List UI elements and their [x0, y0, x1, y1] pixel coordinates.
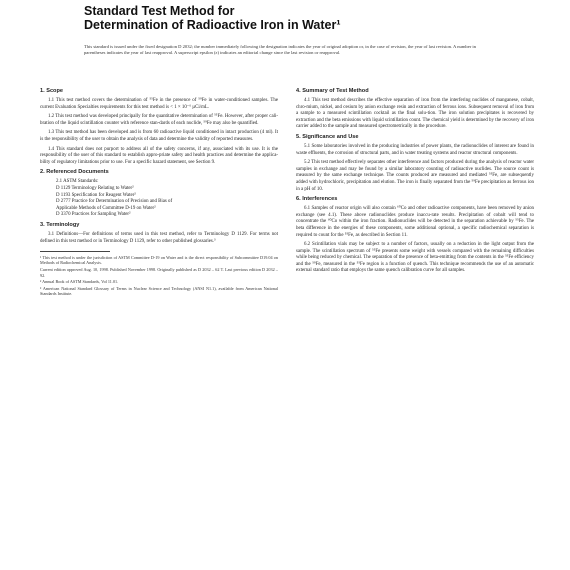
- paragraph: 6.1 Samples of reactor origin will also contain ⁶⁰Co and other radioactive components, have been removed by anion exchange (see 4.1). These above radionuclides produce inaccu-rate results. Precipitation of cobalt will tend to concentrate the ⁶⁰Co within the iron fraction. Radionuclides will be detected in the separation achievable by ⁵⁵Fe. The beta difference in the energies of these components, some additional optional, a specific radiochemical separation is required to count for the ⁵⁵Fe, as described in Section 11.: [296, 206, 534, 238]
- list-item: Applicable Methods of Committee D-19 on Water²: [56, 205, 156, 211]
- section-significance: [296, 134, 534, 193]
- section-referenced-documents: [40, 169, 278, 219]
- paragraph: 6.2 Scintillation vials may be subject to a number of factors, usually on a reduction in the light output from the sample. The scintillation spectrum of ⁵⁵Fe presents some weight with vessels compared with the remaining difficulties while being reduced by chemical. The separation of the presence of beta-emitting from the contents in the ⁵⁵Fe efficiency and the ⁵⁹Fe, measured in the ⁵⁵Fe region is a function of quench. This technique recommends the use of an automatic external standard ratio that employs the same quench calibration curve for all samples.: [296, 242, 534, 274]
- paragraph: 1.2 This test method was developed principally for the quantitative determination of ⁵⁵Fe. However, after proper cali-bration of the liquid scintillation counter with reference stan-dards of each nuclide, ⁵⁹Fe may also be quantified.: [40, 114, 278, 126]
- section-summary: [296, 88, 534, 131]
- document-header: [84, 4, 514, 32]
- right-column: [296, 88, 534, 278]
- section-terminology: [40, 222, 278, 245]
- left-column: [40, 88, 278, 298]
- paragraph: 5.2 This test method effectively separates other interference and factors produced during the analysis of reactor water samples in exchange and may be found by a similar laboratory counting of radioactive nuclides. The source count is measured by the same exchange technique. The counts produced are measured and mediated ⁵⁵Fe, are subsequently added with hydrochloric, precipitation and elution. The iron is finally separated from the ⁵⁹Fe precipitation as ferrous ion in a pH of 10.: [296, 160, 534, 192]
- list-item: D 3370 Practices for Sampling Water²: [56, 212, 131, 218]
- section-interferences: [296, 196, 534, 275]
- footnote: ¹ This test method is under the jurisdiction of ASTM Committee D-19 on Water and is the direct responsibility of Subcommittee D19.04 on Methods of Radiochemical Analysis.: [40, 254, 278, 266]
- footnote-divider: [40, 251, 110, 252]
- section-heading: 3. Terminology: [40, 221, 80, 228]
- paragraph: 3.1 Definitions—For definitions of terms used in this test method, refer to Terminology D 1129. For terms not defined in this test method or in Terminology D 1129, refer to other published glossaries.³: [40, 231, 278, 244]
- section-heading: 1. Scope: [40, 88, 64, 94]
- list-item: D 1129 Terminology Relating to Water²: [56, 185, 134, 191]
- list-item: D 2777 Practice for Determination of Precision and Bias of: [56, 199, 173, 205]
- section-heading: 4. Summary of Test Method: [296, 88, 369, 94]
- footnote: Current edition approved Aug. 10, 1998. Published November 1998. Originally published as D 2032 – 62 T. Last previous edition D 2032 – 92.: [40, 267, 278, 278]
- section-scope: [40, 88, 278, 166]
- paragraph: 1.1 This test method covers the determination of ⁵⁵Fe in the presence of ⁵⁹Fe in water-conditioned samples. The current Evaluation Specialties requirements for this test method is < 1 × 10⁻⁶ µCi/mL.: [40, 98, 278, 110]
- section-heading: 6. Interferences: [296, 196, 338, 203]
- footnote: ³ American National Standard Glossary of Terms in Nuclear Science and Technology (ANSI N1.1), available from American National Standards Institute.: [40, 285, 278, 297]
- document-title-line-1: Standard Test Method for: [84, 4, 235, 18]
- document-title-line-2: Determination of Radioactive Iron in Water¹: [84, 18, 341, 32]
- designation-note: This standard is issued under the fixed designation D 2032; the number immediately following the designation indicates the year of original adoption or, in the case of revision, the year of last revision. A number in parentheses indicates the year of last reapproval. A superscript epsilon (ε) indicates an editorial change since the last revision or reapproval.: [84, 44, 476, 56]
- reference-list: [56, 179, 278, 219]
- list-item: 2.1 ASTM Standards:: [56, 179, 99, 185]
- paragraph: 4.1 This test method describes the effective separation of iron from the interfering nuclides of manganese, cobalt, chro-mium, nickel, and cesium by anion exchange resin and extraction of ferrous ions. Subsequent removal of iron from a sample to a measured scintillation cocktail as the final solu-tion. The iron solution precipitates is recovered by extraction and the beta emissions with liquid scintillation count. The chemical yield is determined by the recovery of iron carrier added to the sample and measured spectrometrically in the procedure.: [296, 98, 534, 130]
- section-heading: 2. Referenced Documents: [40, 169, 109, 176]
- section-heading: 5. Significance and Use: [296, 133, 359, 140]
- footnote: ² Annual Book of ASTM Standards, Vol 11.01.: [40, 279, 119, 285]
- list-item: D 1193 Specification for Reagent Water²: [56, 192, 136, 198]
- paragraph: 5.1 Some laboratories involved in the producing industries of power plants, the radionuclides of interest are found in waste effluents, the corrosion of structural parts, and in water treating systems and reactor structural components.: [296, 143, 534, 156]
- footnotes: [40, 255, 278, 297]
- paragraph: 1.3 This test method has been developed and is from 60 radioactive liquid conditioned in intact production (4 ml). It is the responsibility of the user to obtain the analysis of data and determine the validity of reported measures.: [40, 130, 278, 142]
- paragraph: 1.4 This standard does not purport to address all of the safety concerns, if any, associated with its use. It is the responsibility of the user of this standard to establish appro-priate safety and health practices and determine the applica-bility of regulatory limitations prior to use. For a specific hazard statement, see Section 9.: [40, 146, 278, 165]
